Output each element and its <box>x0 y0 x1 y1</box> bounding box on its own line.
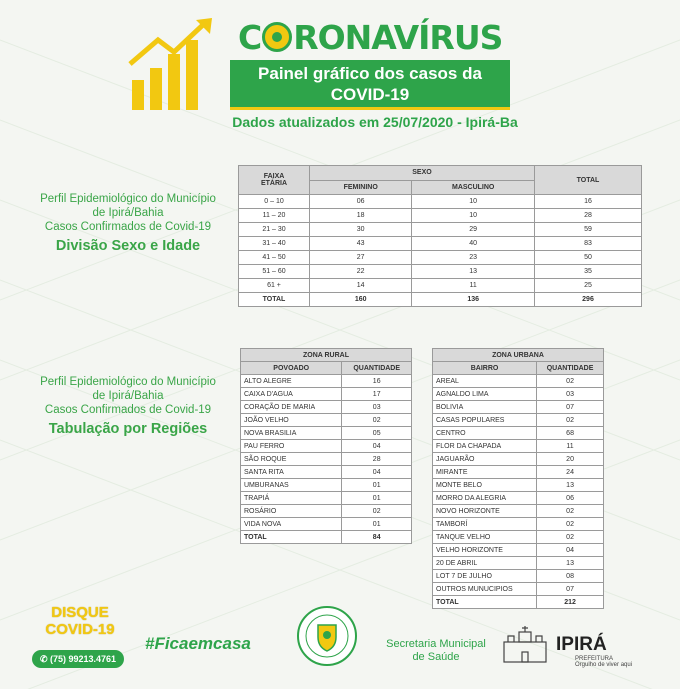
table-cell-name: CENTRO <box>433 427 537 440</box>
table-cell-masc: 29 <box>412 223 535 237</box>
table-cell-qty: 24 <box>537 466 604 479</box>
section2-label <box>22 375 234 439</box>
banner-line2: COVID-19 <box>330 85 410 104</box>
table-row <box>433 466 604 479</box>
table-cell-fem: 18 <box>310 209 412 223</box>
table-cell-qty: 07 <box>537 583 604 596</box>
table-cell-masc: 23 <box>412 251 535 265</box>
ipira-logo: IPIRÁ <box>556 634 607 655</box>
header-sexo: SEXO <box>310 166 535 181</box>
table-row <box>239 279 642 293</box>
table-cell-qty: 13 <box>537 479 604 492</box>
table-row <box>239 209 642 223</box>
church-icon <box>500 624 550 664</box>
table-cell-qty: 13 <box>537 557 604 570</box>
table-cell-name: NOVO HORIZONTE <box>433 505 537 518</box>
table-total-row: TOTAL 212 <box>433 596 604 609</box>
urban-zone-table <box>432 348 604 609</box>
table-cell-name: JOÃO VELHO <box>241 414 342 427</box>
table-row <box>241 401 412 414</box>
urban-zone-header: ZONA URBANA <box>433 349 604 362</box>
table-cell-qty: 16 <box>342 375 412 388</box>
table-cell-name: AREAL <box>433 375 537 388</box>
table-row <box>239 195 642 209</box>
table-cell-name: MORRO DA ALEGRIA <box>433 492 537 505</box>
title-banner <box>230 60 510 110</box>
table-row <box>241 479 412 492</box>
table-cell-name: ROSÁRIO <box>241 505 342 518</box>
table-cell-fem: 30 <box>310 223 412 237</box>
table-cell-masc: 10 <box>412 195 535 209</box>
hashtag-fica-em-casa: #Ficaemcasa <box>145 634 251 653</box>
table-cell-qty: 01 <box>342 518 412 531</box>
table-cell-qty: 05 <box>342 427 412 440</box>
table-total-row: TOTAL 160 136 296 <box>239 293 642 307</box>
health-secretariat: Secretaria Municipal de Saúde <box>386 638 486 663</box>
table-cell-name: BOLIVIA <box>433 401 537 414</box>
disque-covid-logo: DISQUE COVID-19 <box>45 604 115 638</box>
table-row <box>241 518 412 531</box>
table-row <box>433 492 604 505</box>
table-cell-name: JAGUARÃO <box>433 453 537 466</box>
table-row <box>239 251 642 265</box>
table-row <box>433 388 604 401</box>
table-cell-name: AGNALDO LIMA <box>433 388 537 401</box>
table-row <box>239 223 642 237</box>
banner-line1: Painel gráfico dos casos da <box>258 64 482 83</box>
table-row <box>433 375 604 388</box>
table-cell-fem: 27 <box>310 251 412 265</box>
table-cell-name: VELHO HORIZONTE <box>433 544 537 557</box>
table-cell-name: ALTO ALEGRE <box>241 375 342 388</box>
table-cell-name: UMBURANAS <box>241 479 342 492</box>
table-cell-faixa: 11 – 20 <box>239 209 310 223</box>
table-cell-faixa: 31 – 40 <box>239 237 310 251</box>
header-faixa: FAIXA ETÁRIA <box>239 166 310 195</box>
table-cell-qty: 03 <box>342 401 412 414</box>
table-row <box>241 388 412 401</box>
table-cell-name: CASAS POPULARES <box>433 414 537 427</box>
table-cell-fem: 14 <box>310 279 412 293</box>
table-row <box>241 414 412 427</box>
section2-line3: Casos Confirmados de Covid-19 <box>44 404 212 416</box>
table-cell-name: CAIXA D'AGUA <box>241 388 342 401</box>
table-row <box>241 466 412 479</box>
table-cell-name: SANTA RITA <box>241 466 342 479</box>
table-total-row: TOTAL 84 <box>241 531 412 544</box>
section1-line3: Casos Confirmados de Covid-19 <box>44 221 212 233</box>
table-cell-masc: 11 <box>412 279 535 293</box>
table-cell-qty: 20 <box>537 453 604 466</box>
table-row <box>241 505 412 518</box>
table-cell-qty: 03 <box>537 388 604 401</box>
table-row <box>433 557 604 570</box>
table-cell-name: MONTE BELO <box>433 479 537 492</box>
section2-title: Tabulação por Regiões <box>48 421 208 437</box>
table-cell-name: TRAPIÁ <box>241 492 342 505</box>
table-cell-name: CORAÇÃO DE MARIA <box>241 401 342 414</box>
table-cell-name: TANQUE VELHO <box>433 531 537 544</box>
table-cell-name: NOVA BRASILIA <box>241 427 342 440</box>
table-cell-faixa: 61 + <box>239 279 310 293</box>
rural-zone-header: ZONA RURAL <box>241 349 412 362</box>
table-cell-qty: 04 <box>537 544 604 557</box>
table-cell-fem: 06 <box>310 195 412 209</box>
phone-badge[interactable]: ✆ (75) 99213.4761 <box>32 650 124 668</box>
table-row <box>433 440 604 453</box>
table-cell-total: 59 <box>535 223 642 237</box>
table-cell-fem: 43 <box>310 237 412 251</box>
whatsapp-icon: ✆ <box>39 654 48 664</box>
table-row <box>433 453 604 466</box>
table-cell-faixa: 21 – 30 <box>239 223 310 237</box>
table-row <box>241 492 412 505</box>
table-cell-masc: 10 <box>412 209 535 223</box>
table-cell-qty: 02 <box>342 505 412 518</box>
table-row <box>433 505 604 518</box>
table-cell-fem: 22 <box>310 265 412 279</box>
table-cell-name: TAMBORÍ <box>433 518 537 531</box>
table-cell-qty: 02 <box>537 414 604 427</box>
table-row <box>433 544 604 557</box>
table-row <box>433 583 604 596</box>
table-cell-qty: 02 <box>537 531 604 544</box>
header-total: TOTAL <box>535 166 642 195</box>
table-cell-qty: 28 <box>342 453 412 466</box>
section1-line2: de Ipirá/Bahia <box>92 207 164 219</box>
table-cell-masc: 13 <box>412 265 535 279</box>
table-row <box>241 440 412 453</box>
table-cell-qty: 11 <box>537 440 604 453</box>
table-cell-total: 25 <box>535 279 642 293</box>
rural-zone-table <box>240 348 412 544</box>
section1-label <box>22 192 234 256</box>
table-cell-masc: 40 <box>412 237 535 251</box>
table-row <box>433 414 604 427</box>
table-cell-faixa: 51 – 60 <box>239 265 310 279</box>
table-cell-qty: 08 <box>537 570 604 583</box>
table-row <box>241 453 412 466</box>
table-cell-total: 83 <box>535 237 642 251</box>
table-cell-name: OUTROS MUNUCIPIOS <box>433 583 537 596</box>
table-row <box>433 518 604 531</box>
table-cell-name: FLOR DA CHAPADA <box>433 440 537 453</box>
table-row <box>241 375 412 388</box>
table-row <box>433 570 604 583</box>
table-cell-qty: 04 <box>342 440 412 453</box>
table-cell-qty: 17 <box>342 388 412 401</box>
table-cell-name: LOT 7 DE JULHO <box>433 570 537 583</box>
table-cell-total: 28 <box>535 209 642 223</box>
table-cell-qty: 04 <box>342 466 412 479</box>
table-cell-qty: 02 <box>537 505 604 518</box>
table-cell-qty: 02 <box>537 375 604 388</box>
table-cell-qty: 01 <box>342 479 412 492</box>
prefeitura-label: PREFEITURA Orgulho de viver aqui <box>575 656 633 668</box>
section2-line1: Perfil Epidemiológico do Município <box>40 376 216 388</box>
table-cell-qty: 07 <box>537 401 604 414</box>
table-cell-name: 20 DE ABRIL <box>433 557 537 570</box>
table-cell-name: VIDA NOVA <box>241 518 342 531</box>
urban-place-header: BAIRRO <box>433 362 537 375</box>
committee-seal-icon <box>296 605 358 667</box>
header-masculino: MASCULINO <box>412 180 535 195</box>
rural-qty-header: QUANTIDADE <box>342 362 412 375</box>
page-title: C RONAVÍRUS <box>238 18 503 57</box>
table-cell-qty: 06 <box>537 492 604 505</box>
table-cell-total: 50 <box>535 251 642 265</box>
table-row <box>239 237 642 251</box>
table-row <box>433 401 604 414</box>
table-cell-total: 35 <box>535 265 642 279</box>
table-row <box>433 531 604 544</box>
table-cell-qty: 68 <box>537 427 604 440</box>
table-cell-qty: 01 <box>342 492 412 505</box>
table-row <box>239 265 642 279</box>
header-feminino: FEMININO <box>310 180 412 195</box>
table-row <box>241 427 412 440</box>
table-row <box>433 479 604 492</box>
rural-place-header: POVOADO <box>241 362 342 375</box>
table-cell-name: SÃO ROQUE <box>241 453 342 466</box>
section1-line1: Perfil Epidemiológico do Município <box>40 193 216 205</box>
growth-chart-icon <box>128 14 218 112</box>
table-row <box>433 427 604 440</box>
section1-title: Divisão Sexo e Idade <box>55 238 201 254</box>
update-date: Dados atualizados em 25/07/2020 - Ipirá-Ba <box>232 114 518 130</box>
virus-icon <box>262 22 292 52</box>
section2-line2: de Ipirá/Bahia <box>92 390 164 402</box>
table-cell-name: PAU FERRO <box>241 440 342 453</box>
table-cell-qty: 02 <box>342 414 412 427</box>
age-sex-table <box>238 165 642 307</box>
table-cell-qty: 02 <box>537 518 604 531</box>
table-cell-name: MIRANTE <box>433 466 537 479</box>
table-cell-faixa: 41 – 50 <box>239 251 310 265</box>
urban-qty-header: QUANTIDADE <box>537 362 604 375</box>
table-cell-faixa: 0 – 10 <box>239 195 310 209</box>
table-cell-total: 16 <box>535 195 642 209</box>
